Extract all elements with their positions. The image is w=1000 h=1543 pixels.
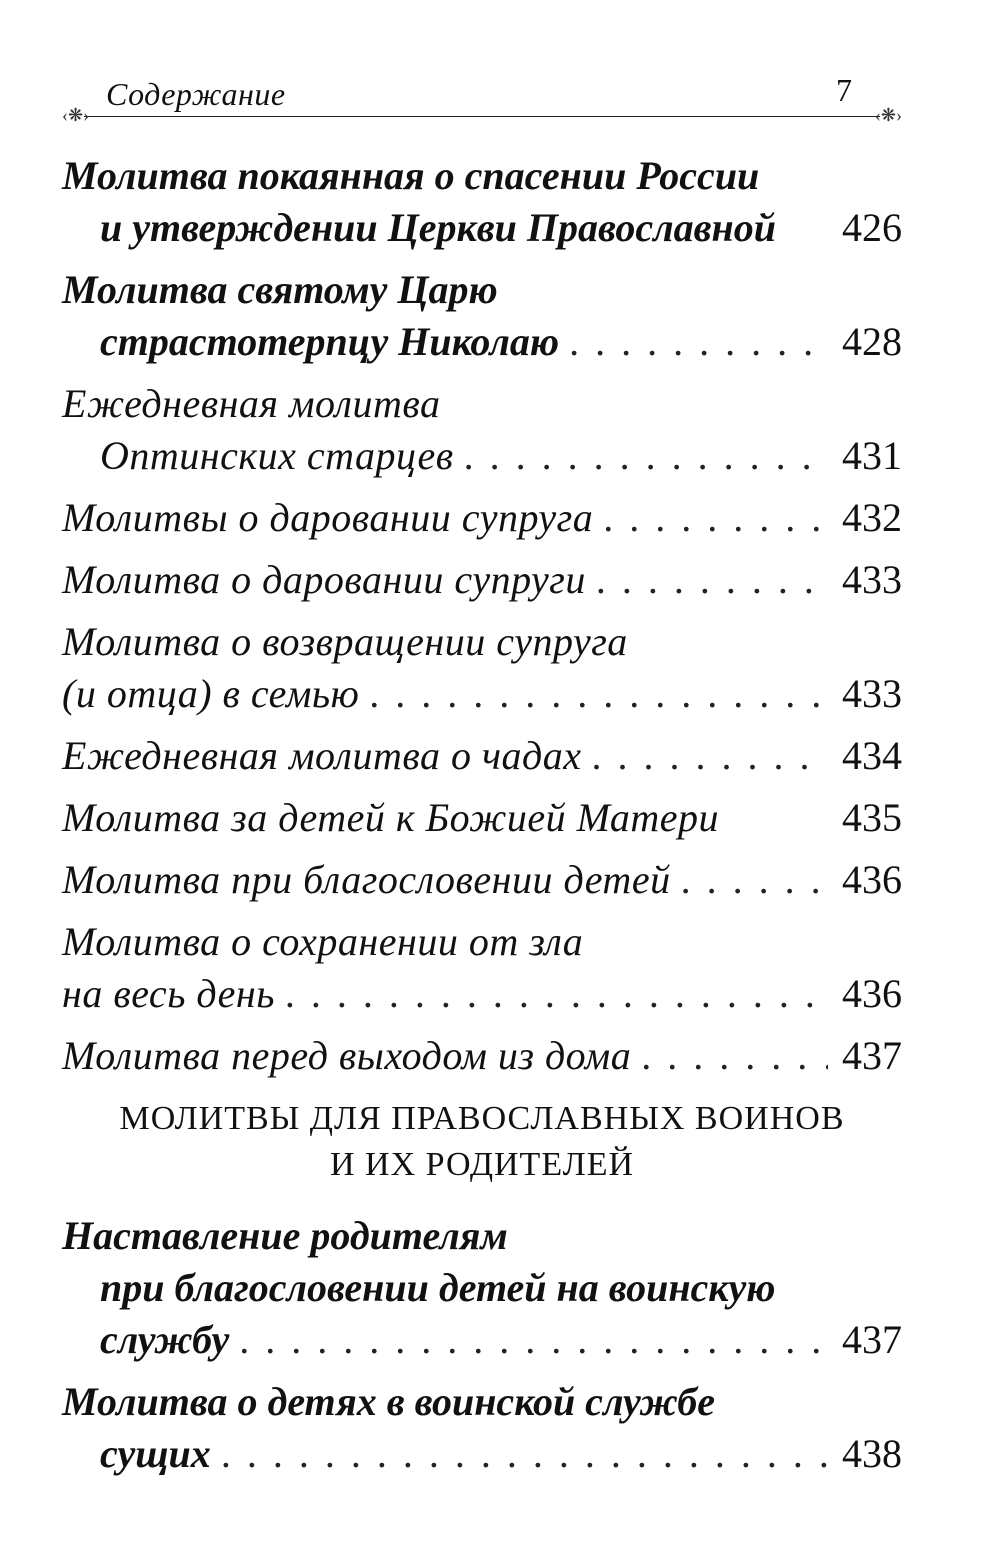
toc-entry-text: Молитва при благословении детей	[62, 857, 671, 902]
toc-entry-line	[62, 1428, 902, 1480]
toc-page-number: 433	[842, 557, 902, 602]
toc-page-number: 436	[842, 971, 902, 1016]
toc-entry-line	[62, 1314, 902, 1366]
toc-entry	[62, 492, 902, 544]
toc-entry-text: сущих	[100, 1431, 211, 1476]
dot-leader	[221, 1428, 828, 1480]
toc-page-number: 437	[842, 1317, 902, 1362]
toc-entry-line	[62, 1210, 902, 1262]
toc-entry	[62, 730, 902, 782]
toc-entry-line	[62, 554, 902, 606]
toc-page-number: 428	[842, 319, 902, 364]
toc-page-number: 438	[842, 1431, 902, 1476]
toc-entry-line	[62, 378, 902, 430]
toc-group-general	[62, 150, 902, 1082]
dot-leader	[592, 730, 828, 782]
toc-entry	[62, 150, 902, 254]
toc-page-number: 432	[842, 495, 902, 540]
toc-entry	[62, 854, 902, 906]
toc-entry-text: Молитвы о даровании супруга	[62, 495, 594, 540]
toc-entry-line	[62, 150, 902, 202]
toc-entry-text: Молитва покаянная о спасении России	[62, 153, 760, 198]
toc-entry	[62, 916, 902, 1020]
toc-page-number: 426	[842, 205, 902, 250]
toc-entry-text: Ежедневная молитва	[62, 381, 441, 426]
toc-entry-line	[62, 264, 902, 316]
dot-leader	[285, 968, 828, 1020]
ornament-left-icon: ‹❋›	[62, 105, 90, 125]
toc-entry-line	[62, 616, 902, 668]
toc-entry-text: Молитва святому Царю	[62, 267, 498, 312]
dot-leader	[603, 492, 828, 544]
header-rule	[84, 116, 880, 117]
toc-entry-line	[62, 968, 902, 1020]
section-heading	[62, 1096, 902, 1188]
toc-entry	[62, 1210, 902, 1366]
toc-entry-line	[62, 316, 902, 368]
dot-leader	[239, 1314, 828, 1366]
dot-leader	[641, 1030, 828, 1082]
dot-leader	[369, 668, 828, 720]
toc-entry-line	[62, 1262, 902, 1314]
toc-entry	[62, 378, 902, 482]
toc-entry	[62, 1376, 902, 1480]
toc-page-number: 437	[842, 1033, 902, 1078]
toc-page-number: 435	[842, 795, 902, 840]
toc-group-warriors	[62, 1210, 902, 1480]
toc-entry	[62, 792, 902, 844]
toc-page-number: 431	[842, 433, 902, 478]
toc-entry-text: Молитва о сохранении от зла	[62, 919, 584, 964]
toc-entry-line	[62, 202, 902, 254]
toc-entry	[62, 1030, 902, 1082]
header-page-number: 7	[836, 72, 852, 108]
toc-entry-line	[62, 1376, 902, 1428]
toc-entry-text: при благословении детей на воинскую	[100, 1265, 776, 1310]
toc-entry-text: Молитва о возвращении супруга	[62, 619, 628, 664]
toc-entry-text: Оптинских старцев	[100, 433, 454, 478]
toc-entry-line	[62, 492, 902, 544]
section-heading-line-1: МОЛИТВЫ ДЛЯ ПРАВОСЛАВНЫХ ВОИНОВ	[119, 1100, 845, 1137]
toc-entry-line	[62, 1030, 902, 1082]
toc-entry-text: на весь день	[62, 971, 275, 1016]
toc-entry-text: Молитва о детях в воинской службе	[62, 1379, 715, 1424]
toc-entry-text: страстотерпцу Николаю	[100, 319, 560, 364]
toc-entry-line	[62, 668, 902, 720]
toc-entry-text: Молитва перед выходом из дома	[62, 1033, 632, 1078]
dot-leader	[569, 316, 828, 368]
section-heading-line-2: И ИХ РОДИТЕЛЕЙ	[329, 1146, 635, 1183]
toc-entry-text: и утверждении Церкви Православной	[100, 205, 776, 250]
toc-entry-line	[62, 916, 902, 968]
toc-page-number: 433	[842, 671, 902, 716]
toc-entry-text: Молитва о даровании супруги	[62, 557, 586, 602]
toc-entry-line	[62, 792, 902, 844]
toc-entry-text: службу	[100, 1317, 230, 1362]
running-header	[62, 72, 902, 132]
toc-entry	[62, 554, 902, 606]
dot-leader	[681, 854, 828, 906]
toc-entry-line	[62, 854, 902, 906]
toc-entry-text: Наставление родителям	[62, 1213, 508, 1258]
header-title: Содержание	[106, 76, 286, 112]
toc-page-number: 434	[842, 733, 902, 778]
ornament-right-icon: ‹❋›	[874, 105, 902, 125]
toc-entry-line	[62, 430, 902, 482]
toc-entry-text: (и отца) в семью	[62, 671, 360, 716]
toc-entry-text: Молитва за детей к Божией Матери	[62, 795, 720, 840]
toc-entry	[62, 616, 902, 720]
toc-page-number: 436	[842, 857, 902, 902]
dot-leader	[464, 430, 828, 482]
table-of-contents	[62, 150, 902, 1490]
toc-entry	[62, 264, 902, 368]
toc-entry-text: Ежедневная молитва о чадах	[62, 733, 582, 778]
toc-entry-line	[62, 730, 902, 782]
dot-leader	[596, 554, 828, 606]
